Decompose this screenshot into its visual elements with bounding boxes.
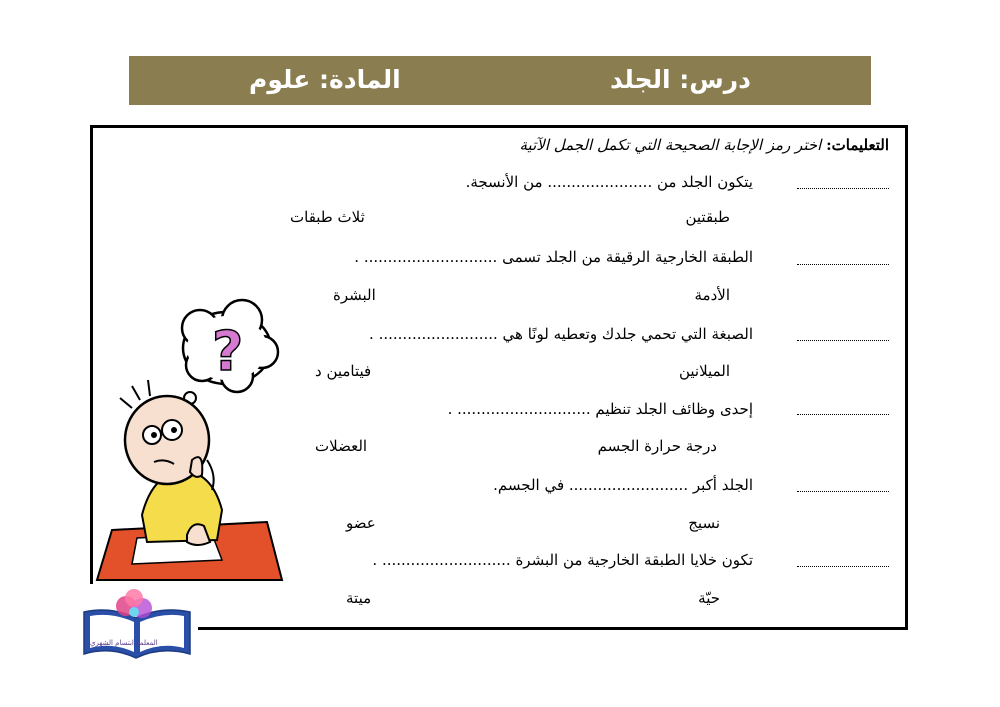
subject-title: المادة: علوم <box>249 65 401 94</box>
instructions-label: التعليمات: <box>826 136 889 154</box>
header-bar <box>129 56 871 105</box>
thinking-kid-illustration <box>92 290 287 585</box>
instructions-text: اختر رمز الإجابة الصحيحة التي تكمل الجمل الآتية <box>519 136 827 154</box>
option-b-1[interactable]: ثلاث طبقات <box>290 208 365 226</box>
answer-blank-6[interactable] <box>797 566 889 567</box>
option-b-2[interactable]: البشرة <box>333 286 376 304</box>
question-5: الجلد أكبر ......................... في الجسم. <box>493 476 753 494</box>
question-3: الصبغة التي تحمي جلدك وتعطيه لونًا هي ......................... . <box>369 325 753 343</box>
option-a-6[interactable]: حيّة <box>698 589 720 607</box>
answer-blank-3[interactable] <box>797 340 889 341</box>
teacher-logo <box>76 584 198 674</box>
question-4: إحدى وظائف الجلد تنظيم ............................ . <box>447 400 753 418</box>
option-a-4[interactable]: درجة حرارة الجسم <box>597 437 717 455</box>
instructions <box>520 136 889 154</box>
answer-blank-2[interactable] <box>797 264 889 265</box>
answer-blank-4[interactable] <box>797 414 889 415</box>
option-b-6[interactable]: ميتة <box>346 589 372 607</box>
thinking-hand <box>190 457 202 477</box>
option-a-2[interactable]: الأدمة <box>694 286 730 304</box>
thought-bubble <box>178 300 278 416</box>
option-b-3[interactable]: فيتامين د <box>315 362 372 380</box>
question-2: الطبقة الخارجية الرقيقة من الجلد تسمى ............................ . <box>354 248 753 266</box>
logo-caption: المعلمة ابتسام الشهري <box>90 639 158 647</box>
answer-blank-5[interactable] <box>797 491 889 492</box>
answer-blank-1[interactable] <box>797 188 889 189</box>
option-b-4[interactable]: العضلات <box>315 437 368 455</box>
option-a-3[interactable]: الميلانين <box>678 362 730 380</box>
option-a-1[interactable]: طبقتين <box>685 208 730 226</box>
question-6: تكون خلايا الطبقة الخارجية من البشرة ........................... . <box>372 551 753 569</box>
question-1: يتكون الجلد من ...................... من الأنسجة. <box>465 173 753 191</box>
lesson-title: درس: الجلد <box>609 65 751 94</box>
option-a-5[interactable]: نسيج <box>688 514 720 532</box>
option-b-5[interactable]: عضو <box>346 514 376 532</box>
question-mark-icon: ? <box>212 320 244 383</box>
